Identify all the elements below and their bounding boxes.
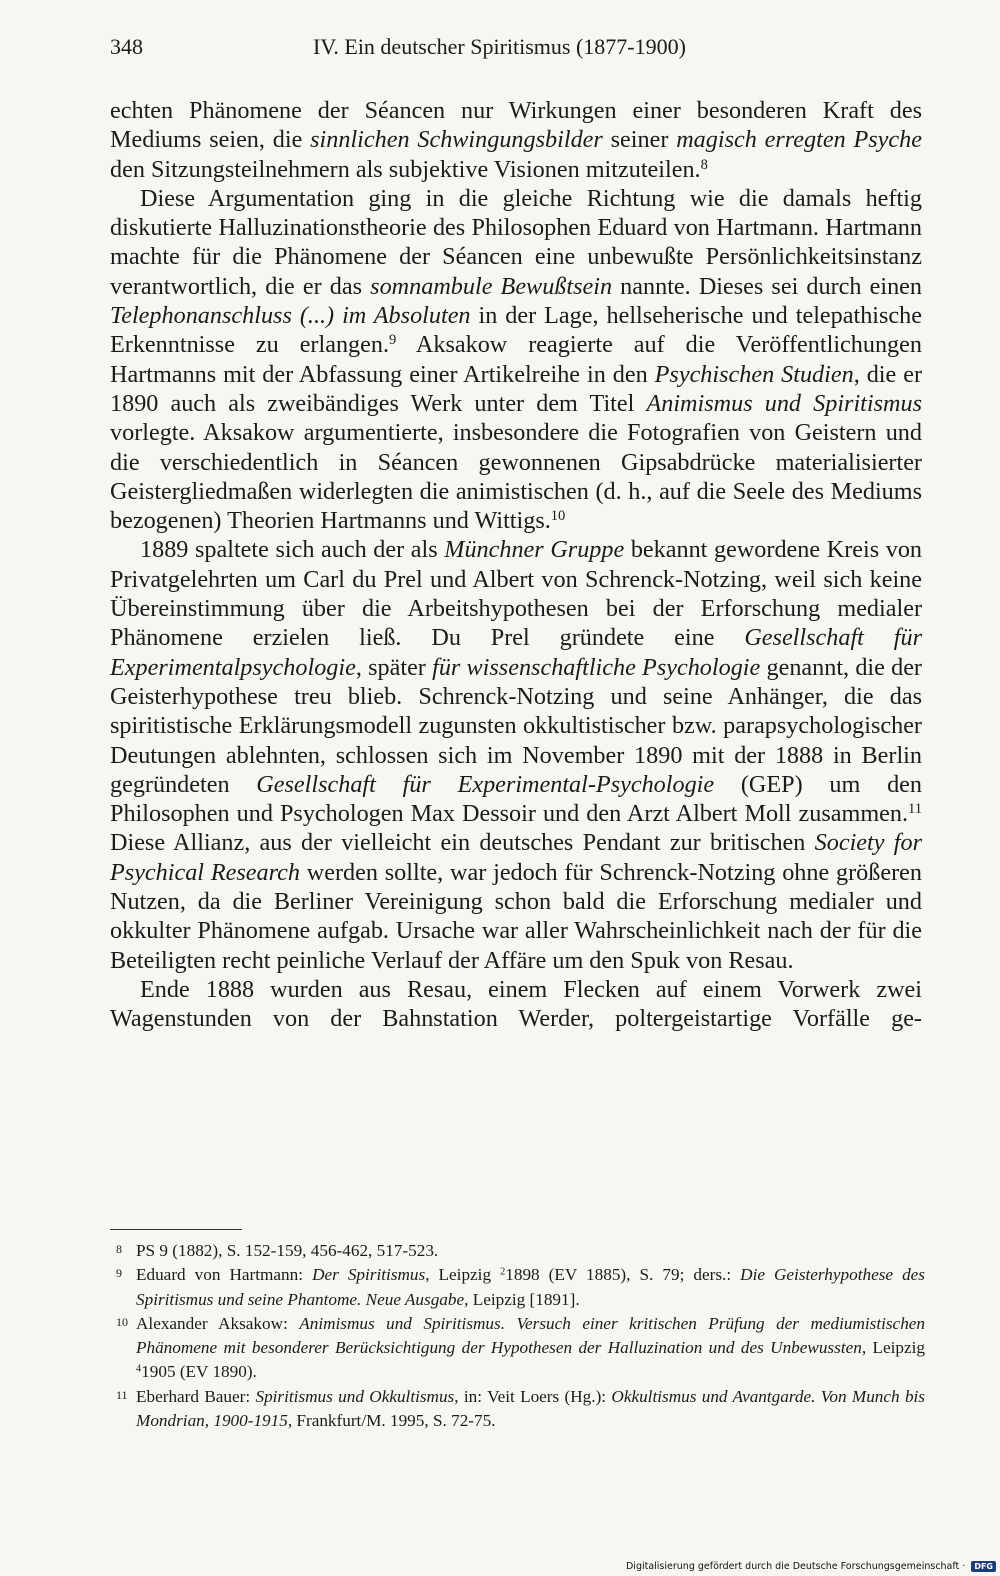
- footnote-marker: 2: [500, 1266, 506, 1278]
- footnote-number: 11: [116, 1387, 128, 1402]
- body-text: [110, 96, 922, 1034]
- footnotes: [110, 1239, 925, 1433]
- text-run: in der Lage, hellseherische und telepathische Erkenntnisse zu erlangen.: [110, 302, 922, 359]
- text-run: , später: [355, 653, 433, 681]
- paragraph: [110, 184, 922, 536]
- text-run: Alexander Aksakow:: [136, 1313, 300, 1333]
- footnote: [110, 1385, 925, 1434]
- footnote-number: 8: [116, 1242, 122, 1256]
- footnote: [110, 1239, 925, 1263]
- text-run: Ende 1888 wurden aus Resau, einem Flecken auf einem Vorwerk zwei Wagenstunden von der Bahnstation Werder, poltergeistartige Vorfälle ge-: [110, 975, 922, 1033]
- text-run: bekannt gewordene Kreis von Privatgelehrten um Carl du Prel und Albert von Schrenck-Notzing, weil sich keine Übereinstimmung über die Arbeitshypothesen bei der Erforschung medialer Phänomene erzielen ließ. Du Prel gründete eine: [110, 536, 923, 652]
- digitization-notice: Digitalisierung gefördert durch die Deutsche Forschungsgemeinschaft · DFG: [626, 1561, 996, 1572]
- text-run: seiner: [602, 126, 677, 154]
- text-run: PS 9 (1882), S. 152-159, 456-462, 517-523.: [136, 1241, 439, 1260]
- text-run: , in: Veit Loers (Hg.):: [454, 1386, 612, 1406]
- text-run: , Leipzig: [425, 1265, 501, 1285]
- dfg-logo: DFG: [971, 1561, 996, 1572]
- text-run: echten Phänomene der Séancen nur Wirkungen einer besonderen Kraft des Mediums seien, die: [110, 97, 922, 154]
- text-run: , Frankfurt/M. 1995, S. 72-75.: [287, 1411, 496, 1431]
- paragraph: [110, 96, 922, 184]
- footnote-marker: 8: [700, 156, 708, 173]
- footnote-number: 10: [116, 1314, 128, 1329]
- text-run: genannt, die der Geisterhypothese treu blieb. Schrenck-Notzing und seine Anhänger, die das spiritistische Erklärungsmodell zugunsten okkultistischer bzw. parapsychologischer Deutungen ablehnten, schlossen sich im November 1890 mit der 1888 in Berlin gegründeten: [110, 653, 922, 798]
- text-run: , die er 1890 auch als zweibändiges Werk unter dem Titel: [110, 360, 923, 417]
- page-number: 348: [110, 34, 143, 59]
- footnote-marker: 4: [136, 1363, 142, 1375]
- footnote: [110, 1263, 925, 1312]
- italic-text: somnambule Bewußtsein: [370, 272, 613, 300]
- italic-text: Der Spiritismus: [312, 1265, 426, 1285]
- italic-text: Gesellschaft für Experimental-Psychologie: [256, 770, 715, 798]
- footnote: [110, 1312, 925, 1385]
- footnote-number: 9: [116, 1266, 122, 1281]
- text-run: , Leipzig [1891].: [464, 1289, 580, 1309]
- footnote-marker: 9: [389, 332, 397, 349]
- italic-text: Psychischen Studien: [654, 360, 854, 388]
- text-run: Diese Argumentation ging in die gleiche Richtung wie die damals heftig diskutierte Halluzinationstheorie des Philosophen Eduard von Hartmann. Hartmann machte für die Phänomene der Séancen eine unbewußte Persönlichkeitsinstanz verantwortlich, die er das: [110, 184, 922, 300]
- text-run: nannte. Dieses sei durch einen: [612, 272, 922, 300]
- paragraph: [110, 975, 922, 1034]
- running-title: IV. Ein deutscher Spiritismus (1877-1900): [313, 34, 686, 59]
- italic-text: Die Geisterhypothese des Spiritismus und seine Phantome. Neue Ausgabe: [136, 1265, 925, 1309]
- text-run: (GEP) um den Philosophen und Psychologen Max Dessoir und den Arzt Albert Moll zusammen.: [110, 770, 922, 828]
- footnote-marker: 10: [550, 508, 566, 525]
- italic-text: für wissenschaftliche Psychologie: [432, 653, 761, 681]
- text-run: werden sollte, war jedoch für Schrenck-Notzing ohne größeren Nutzen, da die Berliner Vereinigung schon bald die Erforschung medialer und okkulter Phänomene aufgab. Ursache war aller Wahrscheinlichkeit nach der für die Beteiligten recht peinliche Verlauf der Affäre um den Spuk von Resau.: [110, 858, 922, 974]
- italic-text: Animismus und Spiritismus. Versuch einer kritischen Prüfung der mediumistischen Phänomene mit besonderer Berücksichtigung der Hypothesen der Halluzination und des Unbewussten: [136, 1313, 926, 1358]
- footnote-marker: 11: [908, 801, 922, 818]
- text-run: Eberhard Bauer:: [136, 1386, 256, 1406]
- running-header: [110, 34, 922, 64]
- text-run: 1889 spaltete sich auch der als: [140, 536, 445, 564]
- text-run: 1905 (EV 1890).: [141, 1362, 257, 1382]
- italic-text: magisch erregten Psyche: [676, 126, 922, 154]
- italic-text: Münchner Gruppe: [444, 536, 625, 564]
- italic-text: Society for Psychical Research: [110, 829, 922, 886]
- footnote-separator: [110, 1229, 242, 1230]
- italic-text: Gesellschaft für Experimentalpsychologie: [110, 624, 923, 681]
- text-run: den Sitzungsteilnehmern als subjektive Visionen mitzuteilen.: [110, 155, 701, 183]
- italic-text: Spiritismus und Okkultismus: [255, 1386, 455, 1406]
- text-run: vorlegte. Aksakow argumentierte, insbesondere die Fotografien von Geistern und die verschiedentlich in Séancen gewonnenen Gipsabdrücke materialisierter Geistergliedmaßen widerlegten die animistischen (d. h., auf die Seele des Mediums bezogenen) Theorien Hartmanns und Wittigs.: [110, 419, 922, 535]
- digitization-text: Digitalisierung gefördert durch die Deutsche Forschungsgemeinschaft: [625, 1561, 960, 1572]
- paragraph: [110, 535, 922, 974]
- italic-text: sinnlichen Schwingungsbilder: [310, 126, 603, 154]
- text-run: Aksakow reagierte auf die Veröffentlichungen Hartmanns mit der Abfassung einer Artikelreihe in den: [110, 331, 922, 388]
- text-run: , Leipzig: [861, 1338, 925, 1358]
- italic-text: Okkultismus und Avantgarde. Von Munch bis Mondrian, 1900-1915: [136, 1386, 925, 1431]
- text-run: Eduard von Hartmann:: [136, 1265, 313, 1285]
- text-run: Diese Allianz, aus der vielleicht ein deutsches Pendant zur britischen: [110, 829, 815, 857]
- italic-text: Telephonanschluss (...) im Absoluten: [110, 302, 471, 330]
- text-run: 1898 (EV 1885), S. 79; ders.:: [505, 1265, 741, 1285]
- italic-text: Animismus und Spiritismus: [646, 389, 922, 417]
